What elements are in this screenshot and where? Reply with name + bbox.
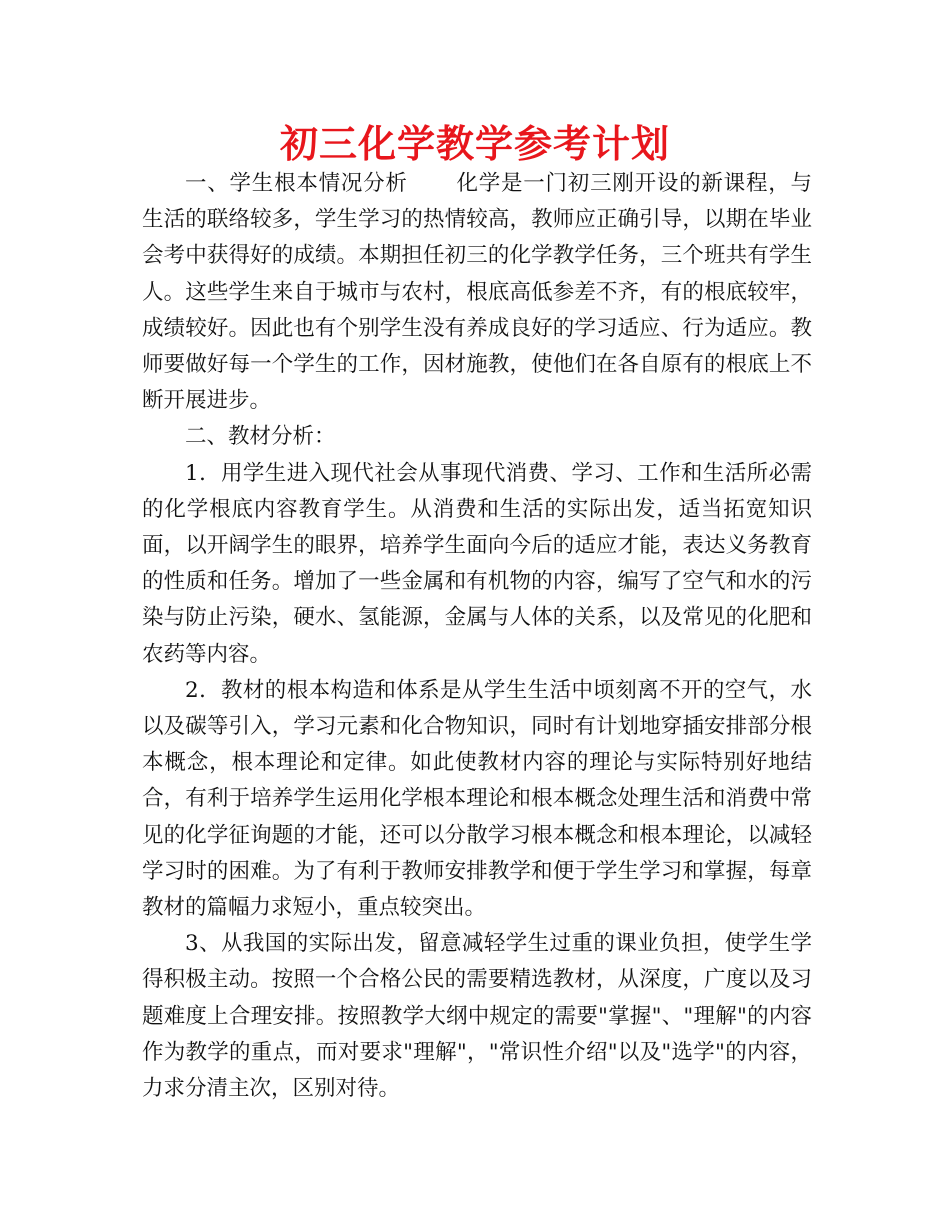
paragraph-item-1: 1．用学生进入现代社会从事现代消费、学习、工作和生活所必需的化学根底内容教育学生。从消费和生活的实际出发，适当拓宽知识面，以开阔学生的眼界，培养学生面向今后的适应才能，表达义务教育的性质和任务。增加了一些金属和有机物的内容，编写了空气和水的污染与防止污染，硬水、氢能源，金属与人体的关系，以及常见的化肥和农药等内容。: [142, 460, 812, 667]
student-analysis-text: 化学是一门初三刚开设的新课程，与生活的联络较多，学生学习的热情较高，教师应正确引导，以期在毕业会考中获得好的成绩。本期担任初三的化学教学任务，三个班共有学生人。这些学生来自于城市与农村，根底高低参差不齐，有的根底较牢，成绩较好。因此也有个别学生没有养成良好的学习适应、行为适应。教师要做好每一个学生的工作，因材施教，使他们在各自原有的根底上不断开展进步。: [142, 171, 812, 414]
paragraph-item-3: 3、从我国的实际出发，留意减轻学生过重的课业负担，使学生学得积极主动。按照一个合格公民的需要精选教材，从深度，广度以及习题难度上合理安排。按照教学大纲中规定的需要"掌握"、"理解"的内容作为教学的重点，而对要求"理解"，"常识性介绍"以及"选学"的内容，力求分清主次，区别对待。: [142, 931, 812, 1102]
paragraph-student-analysis: [142, 166, 812, 419]
document-body: [142, 166, 812, 1107]
document-title: 初三化学教学参考计划: [279, 122, 670, 166]
paragraph-item-2: 2．教材的根本构造和体系是从学生生活中顷刻离不开的空气，水以及碳等引入，学习元素和化合物知识，同时有计划地穿插安排部分根本概念，根本理论和定律。如此使教材内容的理论与实际特别好地结合，有利于培养学生运用化学根本理论和根本概念处理生活和消费中常见的化学征询题的才能，还可以分散学习根本概念和根本理论，以减轻学习时的困难。为了有利于教师安排教学和便于学生学习和掌握，每章教材的篇幅力求短小，重点较突出。: [142, 677, 812, 921]
section-heading-textbook-analysis: 二、教材分析：: [185, 424, 336, 450]
section-heading-student-analysis: 一、学生根本情况分析: [185, 171, 408, 196]
